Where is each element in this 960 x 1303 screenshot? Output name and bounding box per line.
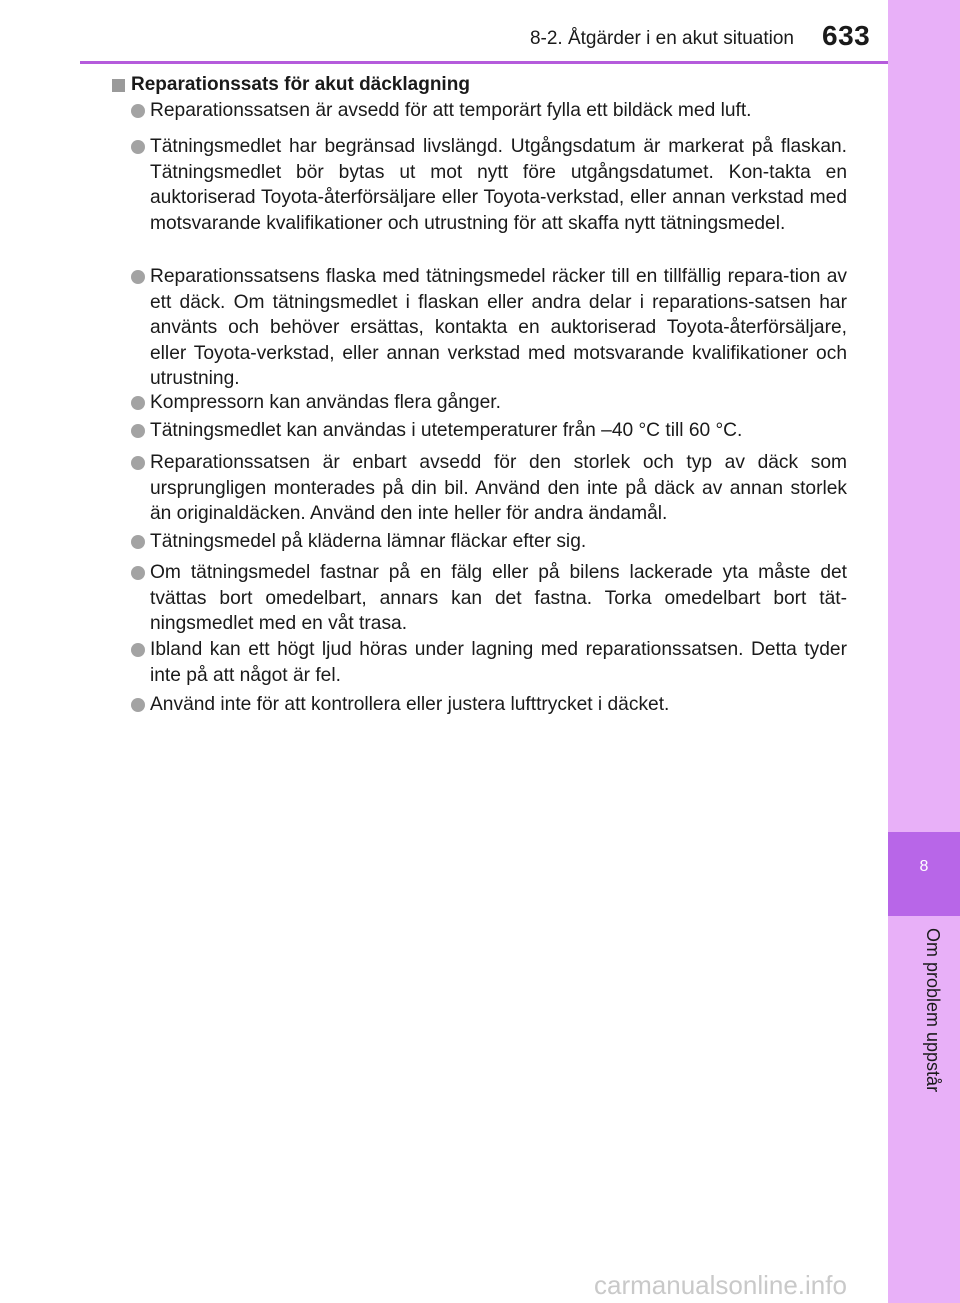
bullet-icon (131, 424, 145, 438)
bullet-icon (131, 535, 145, 549)
list-item (131, 560, 847, 637)
list-item (131, 390, 847, 416)
list-item (131, 418, 847, 444)
list-item (131, 98, 847, 124)
chapter-sidebar (888, 0, 960, 1303)
header-rule (80, 61, 888, 64)
list-item (131, 134, 847, 236)
list-item (131, 529, 847, 555)
list-item (131, 264, 847, 392)
watermark: carmanualsonline.info (594, 1270, 847, 1300)
list-item (131, 692, 847, 718)
chapter-title: Om problem uppstår (923, 928, 943, 1093)
list-item-text: Reparationssatsens flaska med tätningsmedel räcker till en tillfällig repara-tion av ett däck. Om tätningsmedlet i flaskan eller andra delar i reparations-satsen har använts och behöver ersättas, kontakta en auktoriserad Toyota-återförsäljare, eller Toyota-verkstad, eller annan verkstad med motsvarande kvalifikationer och utrustning. (150, 266, 847, 389)
bullet-icon (131, 140, 145, 154)
list-item-text: Om tätningsmedel fastnar på en fälg eller på bilens lackerade yta måste det tvättas bort omedelbart, annars kan det fastna. Torka omedelbart bort tät-ningsmedlet med en våt trasa. (150, 562, 847, 634)
list-item (131, 637, 847, 688)
list-item (131, 450, 847, 527)
bullet-icon (131, 270, 145, 284)
bullet-icon (131, 456, 145, 470)
list-item-text: Tätningsmedel på kläderna lämnar fläckar efter sig. (150, 531, 587, 552)
page-number: 633 (822, 20, 871, 51)
running-header: 8-2. Åtgärder i en akut situation (529, 28, 794, 49)
list-item-text: Tätningsmedlet har begränsad livslängd. Utgångsdatum är markerat på flaskan. Tätningsmedlet bör bytas ut mot nytt före utgångsdatumet. Kon-takta en auktoriserad Toyota-återförsäljare eller Toyota-verkstad, eller annan verkstad med motsvarande kvalifikationer och utrustning för att skaffa nytt tätningsmedel. (150, 136, 847, 234)
bullet-icon (131, 698, 145, 712)
section-heading-text: Reparationssats för akut däcklagning (131, 74, 470, 95)
bullet-icon (131, 566, 145, 580)
list-item-text: Tätningsmedlet kan användas i utetemperaturer från –40 °C till 60 °C. (150, 420, 743, 441)
list-item-text: Reparationssatsen är enbart avsedd för den storlek och typ av däck som ursprungligen monterades på din bil. Använd den inte på däck av annan storlek än originaldäcken. Använd den inte heller för andra ändamål. (150, 452, 847, 524)
list-item-text: Kompressorn kan användas flera gånger. (150, 392, 501, 413)
list-item-text: Reparationssatsen är avsedd för att temporärt fylla ett bildäck med luft. (150, 100, 752, 121)
list-item-text: Ibland kan ett högt ljud höras under lagning med reparationssatsen. Detta tyder inte på att något är fel. (150, 639, 847, 686)
bullet-icon (131, 396, 145, 410)
chapter-number: 8 (919, 858, 929, 875)
square-bullet-icon (112, 79, 125, 92)
section-heading (112, 74, 470, 96)
bullet-icon (131, 643, 145, 657)
list-item-text: Använd inte för att kontrollera eller justera lufttrycket i däcket. (150, 694, 670, 715)
bullet-icon (131, 104, 145, 118)
